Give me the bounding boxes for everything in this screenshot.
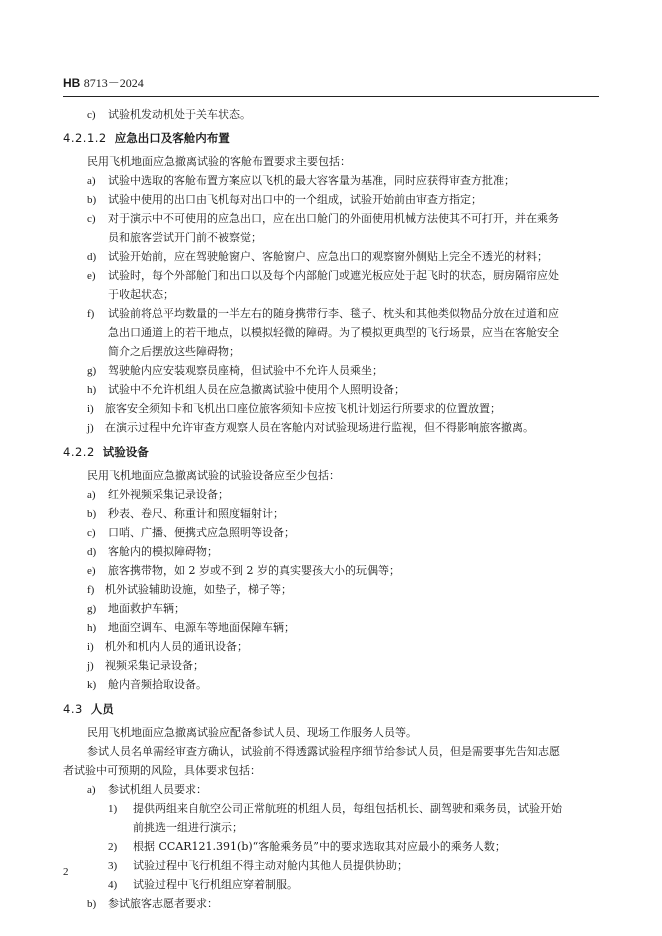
section-number: 4.2.1.2 [63,131,107,145]
list-marker: i) [87,403,94,415]
list-item-text: 参试旅客志愿者要求： [108,897,218,910]
list-marker: b) [87,508,97,520]
section-heading [63,700,114,718]
paragraph-line: 参试人员名单需经审查方确认，试验前不得透露试验程序细节给参试人员，但是需要事先告知志愿 [87,745,560,758]
list-item-text: 试验中使用的出口由飞机每对出口中的一个组成，试验开始前由审查方指定； [108,193,482,206]
page-number: 2 [63,866,69,878]
list-marker: b) [87,898,97,910]
list-item-text: 口哨、广播、便携式应急照明等设备； [108,526,295,539]
list-marker: c) [87,527,96,539]
continuation-line: 于收起状态； [108,288,174,301]
list-item-text: 驾驶舱内应安装观察员座椅，但试验中不允许人员乘坐； [108,364,383,377]
continuation-line: 简介之后摆放这些障碍物； [108,345,240,358]
list-item-text: 旅客携带物，如 2 岁或不到 2 岁的真实婴孩大小的玩偶等； [108,564,400,577]
list-item-text: 试验中选取的客舱布置方案应以飞机的最大容客量为基准，同时应获得审查方批准； [108,174,515,187]
list-item-text: 红外视频采集记录设备； [108,488,229,501]
list-item-text: 试验时，每个外部舱门和出口以及每个内部舱门或遮光板应处于起飞时的状态，厨房隔帘应处 [108,269,559,282]
list-marker: 3) [108,860,118,872]
list-item-text: 舱内音频拾取设备。 [108,678,207,691]
list-item-text: 旅客安全须知卡和飞机出口座位旅客须知卡应按飞机计划运行所要求的位置放置； [105,402,501,415]
list-item-text: 地面空调车、电源车等地面保障车辆； [108,621,295,634]
list-marker: h) [87,384,97,396]
paragraph-line: 民用飞机地面应急撤离试验的客舱布置要求主要包括： [87,155,351,168]
list-item-text: 参试机组人员要求： [108,783,207,796]
list-marker: a) [87,489,96,501]
list-item-text: 机外和机内人员的通讯设备； [105,640,248,653]
list-marker: j) [87,660,94,672]
standard-code: HB [63,76,81,90]
list-marker: 2) [108,841,118,853]
list-marker: 4) [108,879,118,891]
list-item-text: 在演示过程中允许审查方观察人员在客舱内对试验现场进行监视，但不得影响旅客撤离。 [105,421,534,434]
continuation-line: 员和旅客尝试开门前不被察觉； [108,231,262,244]
section-title-text: 人员 [90,702,114,716]
list-item-text: 提供两组来自航空公司正常航班的机组人员，每组包括机长、副驾驶和乘务员，试验开始 [133,802,562,815]
list-marker: a) [87,784,96,796]
list-item-text: 试验机发动机处于关车状态。 [108,108,251,121]
list-item-text: 试验前将总平均数量的一半左右的随身携带行李、毯子、枕头和其他类似物品分放在过道和应 [108,307,559,320]
list-item-text: 视频采集记录设备； [105,659,204,672]
list-marker: 1) [108,803,118,815]
list-marker: j) [87,422,94,434]
list-marker: c) [87,109,96,121]
list-marker: e) [87,270,96,282]
paragraph-line: 民用飞机地面应急撤离试验应配备参试人员、现场工作服务人员等。 [87,726,417,739]
section-heading [63,129,230,147]
paragraph-line: 民用飞机地面应急撤离试验的试验设备应至少包括： [87,469,340,482]
list-marker: k) [87,679,97,691]
section-title-text: 应急出口及客舱内布置 [114,131,230,145]
list-marker: b) [87,194,97,206]
section-number: 4.2.2 [63,445,95,459]
list-item-text: 根据 CCAR121.391(b)“客舱乘务员”中的要求选取其对应最小的乘务人数； [133,840,506,853]
list-marker: c) [87,213,96,225]
list-marker: d) [87,546,97,558]
list-item-text: 秒表、卷尺、称重计和照度辐射计； [108,507,284,520]
list-marker: h) [87,622,97,634]
list-item-text: 试验过程中飞行机组应穿着制服。 [133,878,298,891]
list-marker: d) [87,251,97,263]
list-marker: g) [87,603,97,615]
list-marker: i) [87,641,94,653]
section-heading [63,443,149,461]
document-header [63,74,144,91]
list-item-text: 客舱内的模拟障碍物； [108,545,218,558]
list-item-text: 对于演示中不可使用的应急出口，应在出口舱门的外面使用机械方法使其不可打开，并在乘务 [108,212,559,225]
section-title-text: 试验设备 [102,445,149,459]
list-marker: f) [87,308,95,320]
list-item-text: 机外试验辅助设施，如垫子，梯子等； [105,583,292,596]
section-number: 4.3 [63,702,83,716]
list-marker: e) [87,565,96,577]
continuation-line: 急出口通道上的若干地点，以模拟轻微的障碍。为了模拟更典型的飞行场景，应当在客舱安全 [108,326,559,339]
list-marker: a) [87,175,96,187]
standard-number: 8713－2024 [83,76,144,90]
continuation-line: 前挑选一组进行演示； [133,821,243,834]
list-marker: f) [87,584,95,596]
continuation-line: 者试验中可预期的风险，具体要求包括： [63,764,261,777]
list-marker: g) [87,365,97,377]
list-item-text: 试验中不允许机组人员在应急撤离试验中使用个人照明设备； [108,383,405,396]
list-item-text: 地面救护车辆； [108,602,185,615]
list-item-text: 试验开始前，应在驾驶舱窗户、客舱窗户、应急出口的观察窗外侧贴上完全不透光的材料； [108,250,548,263]
header-rule [63,96,599,97]
list-item-text: 试验过程中飞行机组不得主动对舱内其他人员提供协助； [133,859,408,872]
